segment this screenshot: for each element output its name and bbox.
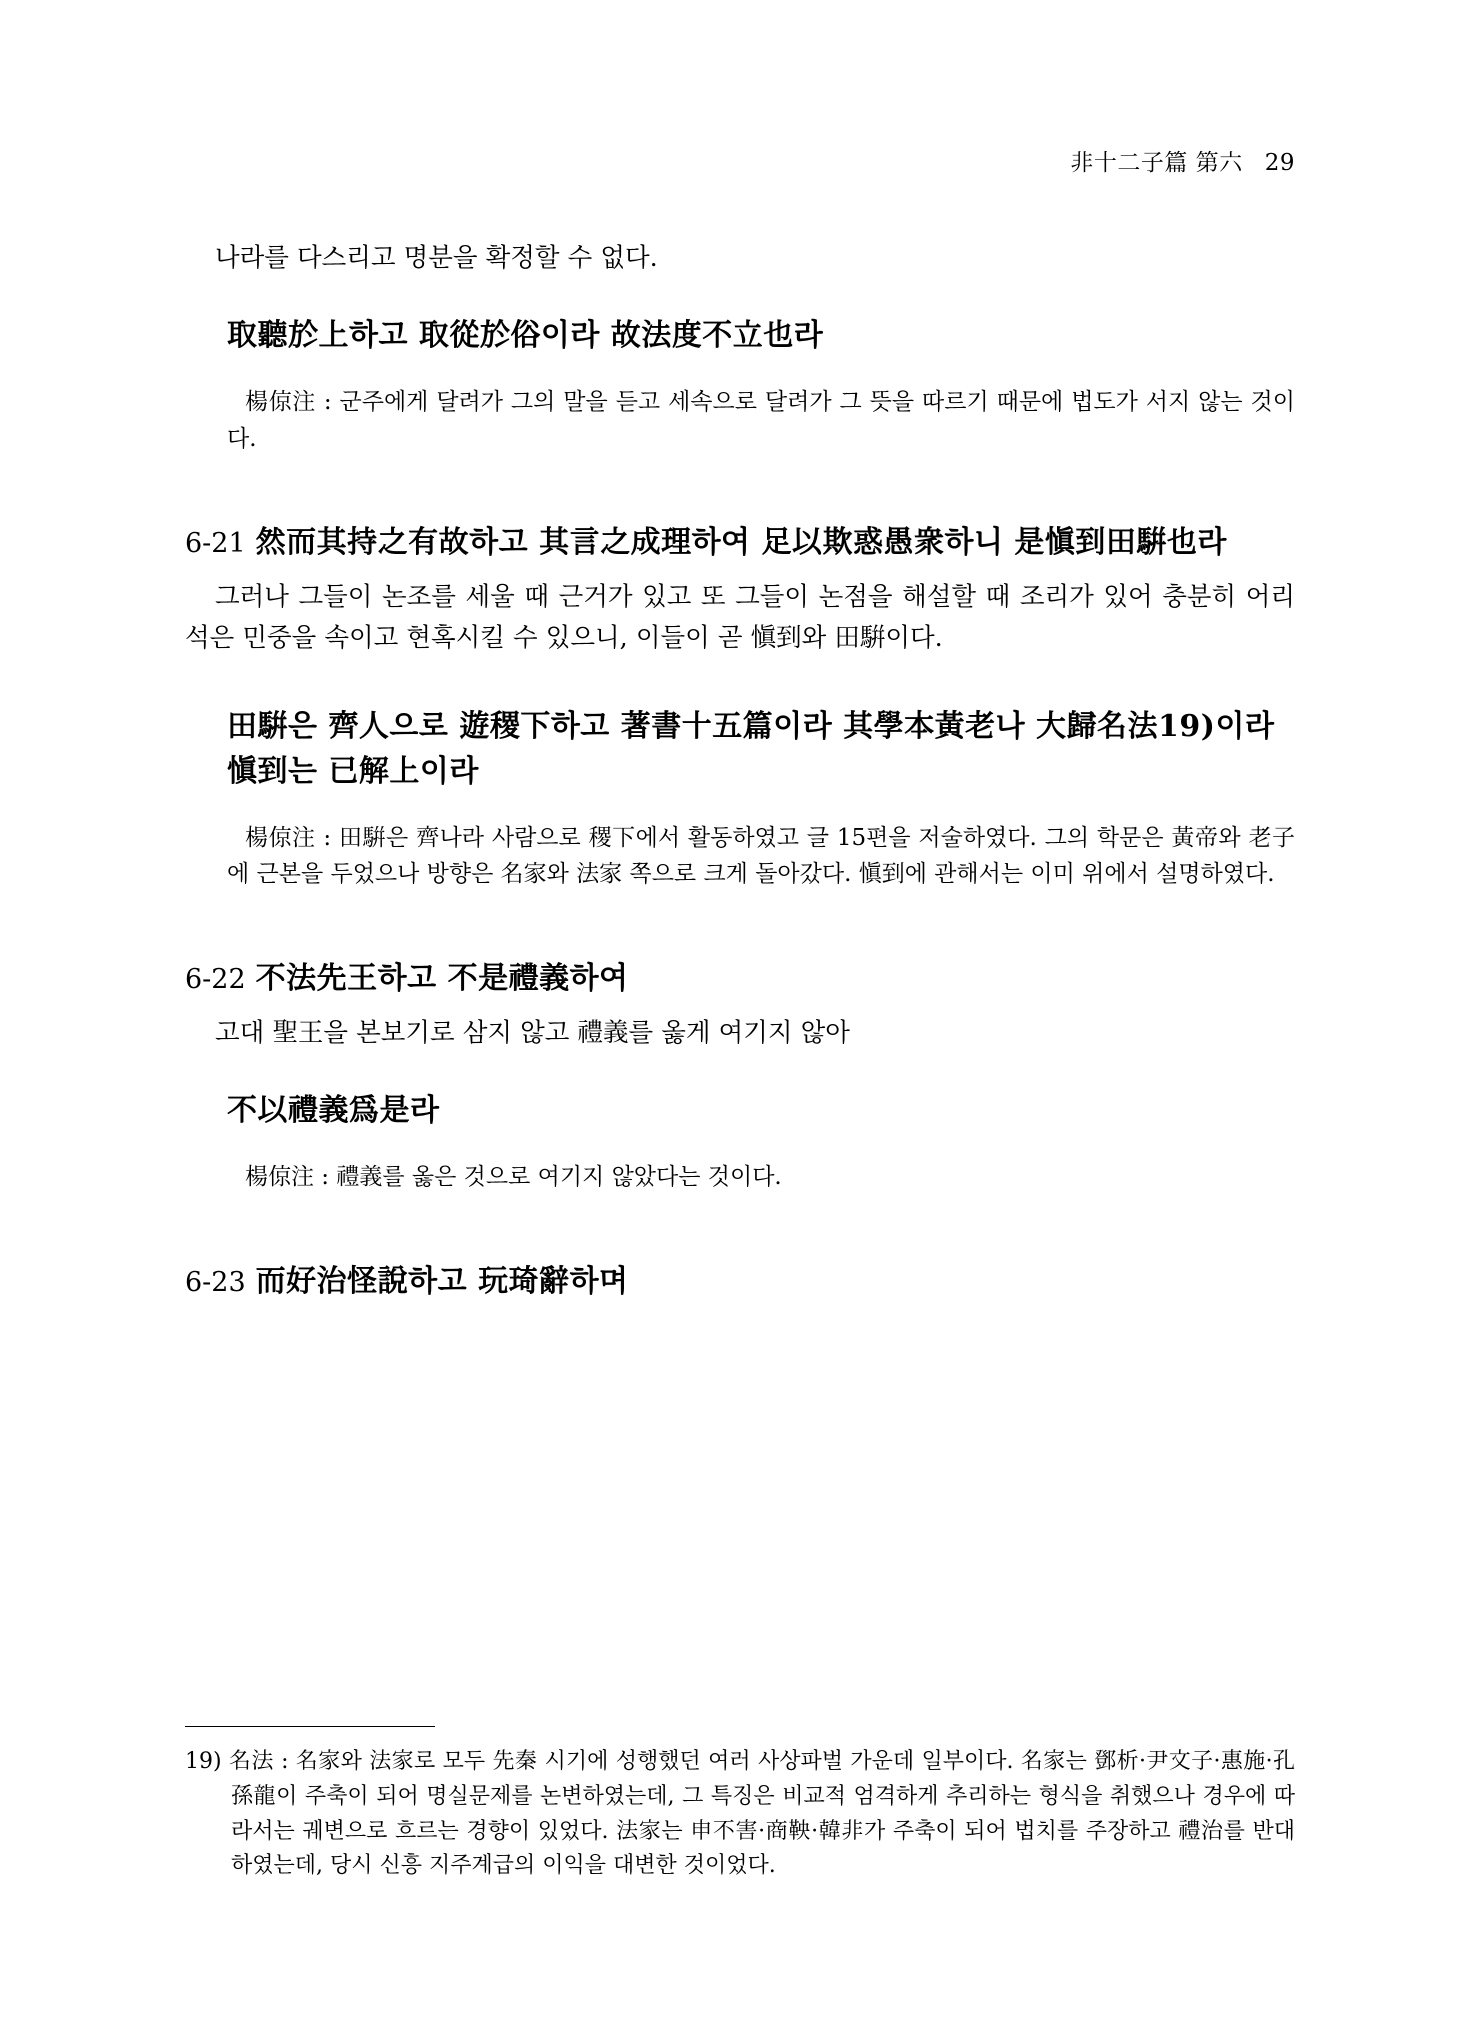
section-number: 6-22: [185, 964, 246, 996]
footnote-area: [185, 1726, 1295, 1884]
section-number: 6-23: [185, 1266, 246, 1298]
section-translation: 그러나 그들이 논조를 세울 때 근거가 있고 또 그들이 논점을 해설할 때 조리가 있어 충분히 어리석은 민중을 속이고 현혹시킬 수 있으니, 이들이 곧 愼到와 田騈이다.: [185, 581, 1295, 654]
section-heading: [185, 957, 1295, 1001]
quote-line: 不以禮義爲是라: [227, 1092, 440, 1128]
footnote-divider: [185, 1726, 435, 1727]
footnote: [185, 1745, 1295, 1884]
section-heading-text: 然而其持之有故하고 其言之成理하여 足以欺惑愚衆하니 是愼到田騈也라: [255, 525, 1227, 561]
section-translation: 고대 聖王을 본보기로 삼지 않고 禮義를 옳게 여기지 않아: [215, 1017, 850, 1048]
quote-line: 取聽於上하고 取從於俗이라 故法度不立也라: [227, 317, 824, 353]
footnote-entry: [185, 1745, 1295, 1884]
continued-paragraph: 나라를 다스리고 명분을 확정할 수 없다.: [215, 242, 658, 273]
section-heading-text: 而好治怪說하고 玩琦辭하며: [255, 1263, 629, 1299]
section-6-21: [185, 521, 1295, 893]
section-heading-text: 不法先王하고 不是禮義하여: [255, 961, 629, 997]
section-number: 6-21: [185, 528, 246, 560]
section-heading: [185, 521, 1295, 565]
spacer: [185, 487, 1295, 521]
footnote-text: 名法 : 名家와 法家로 모두 先秦 시기에 성행했던 여러 사상파벌 가운데 일부이다. 名家는 鄧析·尹文子·惠施·孔孫龍이 주축이 되어 명실문제를 논변하였는데, 그 특징은 비교적 엄격하게 추리하는 형식을 취했으나 경우에 따라서는 궤변으로 흐르는 경향이 있었다. 法家는 申不害·商鞅·韓非가 주축이 되어 법치를 주장하고 禮治를 반대하였는데, 당시 신흥 지주계급의 이익을 대변한 것이었다.: [228, 1749, 1295, 1879]
quote-line: 田騈은 齊人으로 遊稷下하고 著書十五篇이라 其學本黃老나 大歸名法19)이라 愼到는 已解上이라: [227, 708, 1275, 789]
spacer: [185, 1076, 1295, 1088]
spacer: [185, 301, 1295, 313]
running-head-chapter: 非十二子篇 第六: [1070, 150, 1243, 176]
running-head: [185, 150, 1295, 178]
section-heading: [185, 1260, 1295, 1304]
quote-block-6-22: [185, 1088, 1295, 1133]
quote-block-6-21: [185, 704, 1295, 794]
commentary-note-6-21: 楊倞注 : 田騈은 齊나라 사람으로 稷下에서 활동하였고 글 15편을 저술하였다. 그의 학문은 黃帝와 老子에 근본을 두었으나 방향은 名家와 法家 쪽으로 크게 돌아갔다. 愼到에 관해서는 이미 위에서 설명하였다.: [227, 824, 1295, 888]
spacer: [185, 682, 1295, 704]
spacer: [185, 923, 1295, 957]
commentary-note-1: 楊倞注 : 군주에게 달려가 그의 말을 듣고 세속으로 달려가 그 뜻을 따르기 때문에 법도가 서지 않는 것이다.: [227, 388, 1295, 452]
commentary-note-6-22: 楊倞注 : 禮義를 옳은 것으로 여기지 않았다는 것이다.: [245, 1163, 782, 1190]
page-number: 29: [1264, 150, 1295, 176]
quote-block-1: [185, 313, 1295, 358]
spacer: [185, 1226, 1295, 1260]
section-6-23: [185, 1260, 1295, 1304]
footnote-marker: 19): [185, 1749, 222, 1774]
section-6-22: [185, 957, 1295, 1196]
